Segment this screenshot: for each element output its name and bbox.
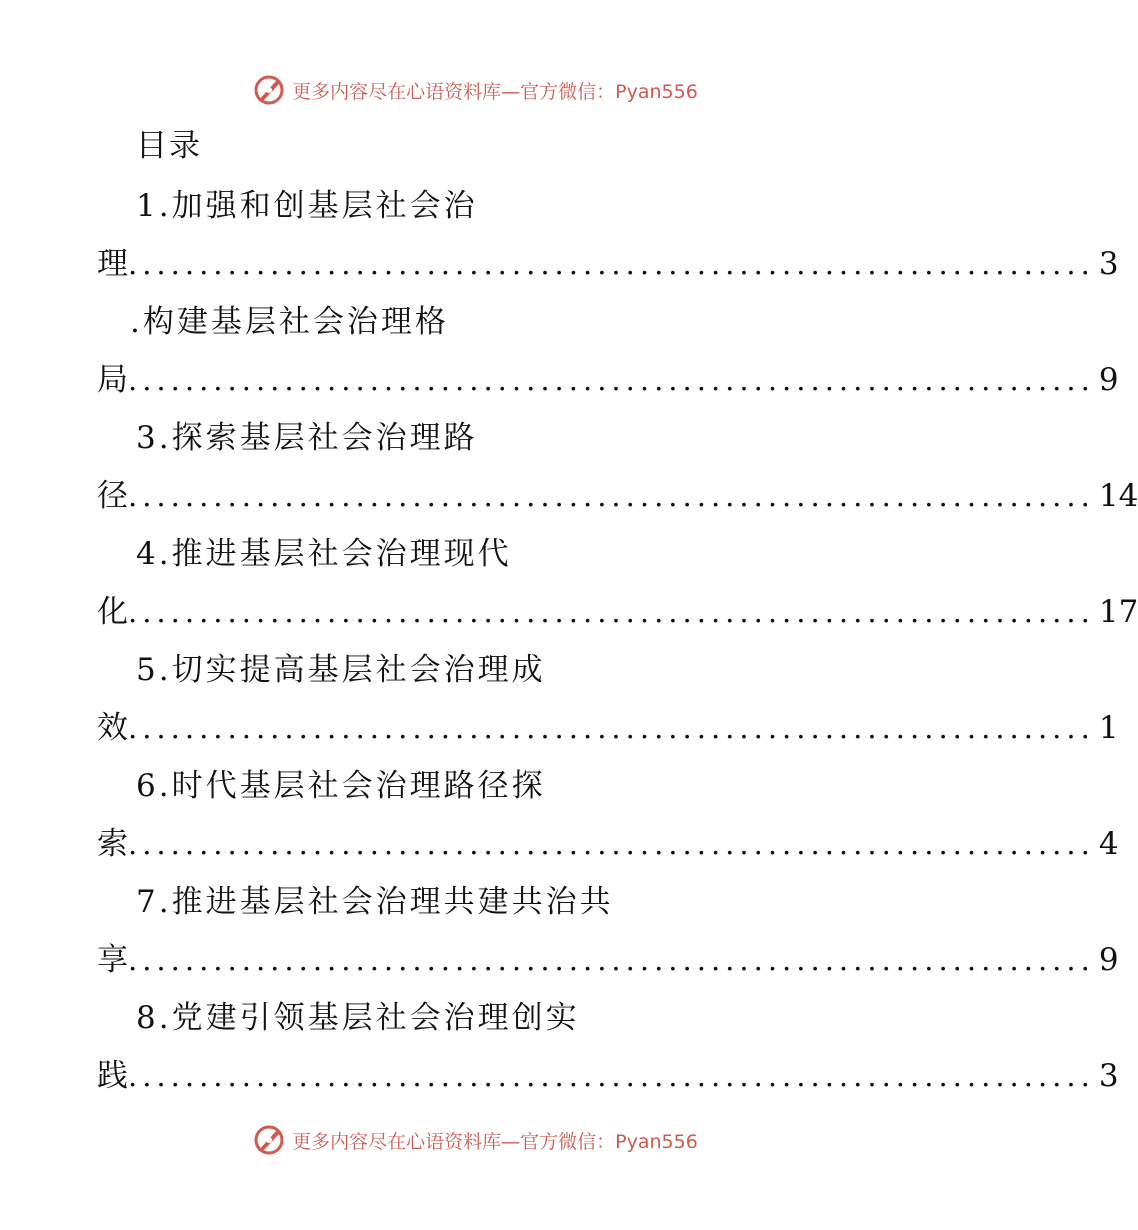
toc-entry-title: 7.推进基层社会治理共建共治共 — [136, 884, 614, 920]
toc-leader-dots: .................................................................... — [128, 943, 1095, 977]
toc-entry-title: .构建基层社会治理格 — [130, 304, 449, 340]
toc-leader-dots: .................................................................... — [128, 595, 1095, 629]
quill-pen-logo-icon — [252, 1123, 286, 1157]
toc-entry-last-char: 索 — [97, 826, 128, 862]
toc-entry-title: 5.切实提高基层社会治理成 — [136, 652, 546, 688]
toc-entry-line[interactable] — [97, 240, 1119, 288]
toc-leader-dots: .................................................................... — [128, 479, 1095, 513]
toc-entry-title: 3.探索基层社会治理路 — [136, 420, 478, 456]
toc-page-number: 17 — [1098, 594, 1138, 630]
toc-page-number: 1 — [1098, 710, 1119, 746]
toc-entry-line[interactable] — [97, 588, 1138, 636]
toc-heading: 目录 — [136, 128, 202, 164]
toc-entry-last-char: 局 — [97, 362, 128, 398]
header-banner-text: 更多内容尽在心语资料库—官方微信：Pyan556 — [292, 80, 698, 103]
toc-entry-last-char: 践 — [97, 1058, 128, 1094]
toc-entry-line[interactable] — [97, 472, 1138, 520]
footer-banner — [0, 1120, 950, 1160]
toc-entry-line[interactable] — [97, 1052, 1119, 1100]
toc-page-number: 14 — [1098, 478, 1138, 514]
toc-entry-last-char: 径 — [97, 478, 128, 514]
toc-entry-line[interactable] — [97, 704, 1119, 752]
toc-leader-dots: .................................................................... — [128, 247, 1095, 281]
quill-pen-logo-icon — [252, 73, 286, 107]
toc-leader-dots: .................................................................... — [128, 711, 1095, 745]
toc-page-number: 9 — [1098, 362, 1119, 398]
toc-page-number: 9 — [1098, 942, 1119, 978]
toc-entry-title: 8.党建引领基层社会治理创实 — [136, 1000, 580, 1036]
toc-entry-line[interactable] — [97, 936, 1119, 984]
toc-leader-dots: .................................................................... — [128, 363, 1095, 397]
toc-entry-title: 4.推进基层社会治理现代 — [136, 536, 512, 572]
footer-banner-text: 更多内容尽在心语资料库—官方微信：Pyan556 — [292, 1130, 698, 1153]
toc-page-number: 3 — [1098, 1058, 1119, 1094]
toc-entry-last-char: 理 — [97, 246, 128, 282]
toc-entry-last-char: 享 — [97, 942, 128, 978]
toc-leader-dots: .................................................................... — [128, 1059, 1095, 1093]
header-banner — [0, 70, 950, 110]
toc-entry-last-char: 效 — [97, 710, 128, 746]
toc-entry-line[interactable] — [97, 820, 1119, 868]
toc-entry-title: 6.时代基层社会治理路径探 — [136, 768, 546, 804]
toc-page-number: 4 — [1098, 826, 1119, 862]
toc-leader-dots: .................................................................... — [128, 827, 1095, 861]
toc-entry-title: 1.加强和创基层社会治 — [136, 188, 478, 224]
toc-entry-line[interactable] — [97, 356, 1119, 404]
toc-entry-last-char: 化 — [97, 594, 128, 630]
toc-page-number: 3 — [1098, 246, 1119, 282]
